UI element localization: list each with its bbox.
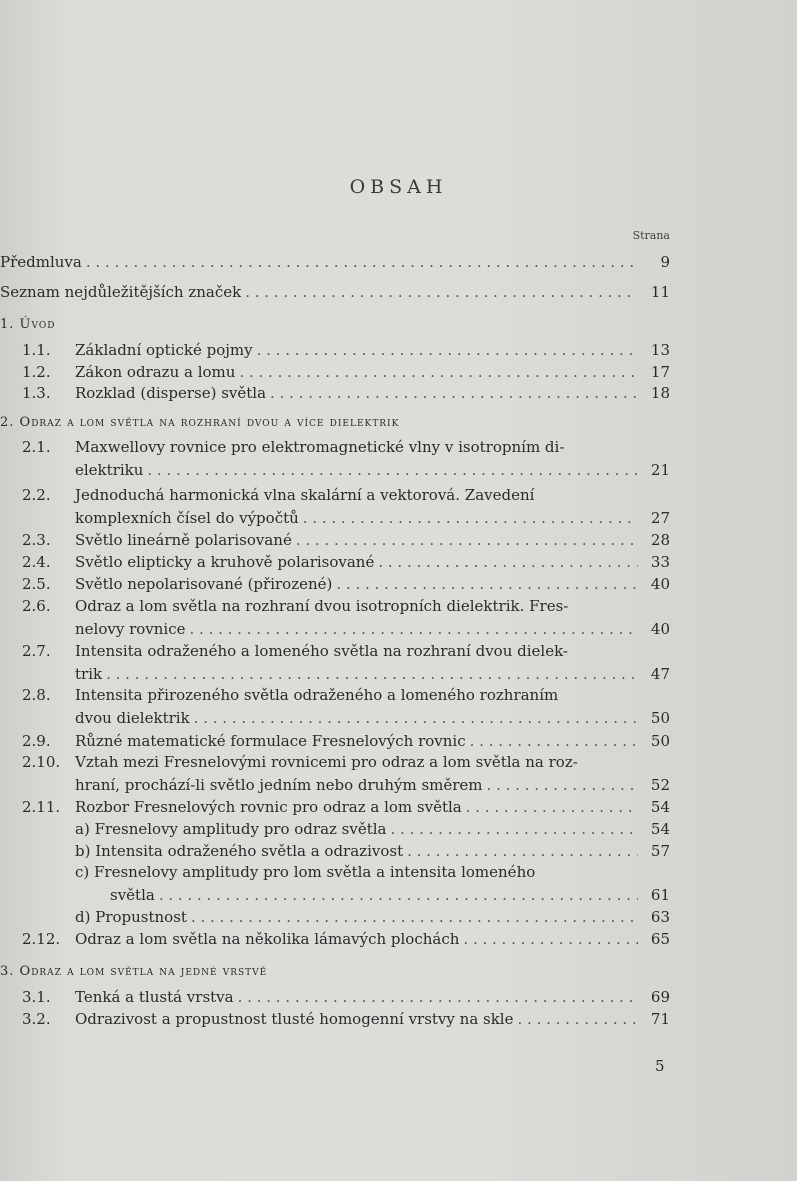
toc-entry-number: 2.1.	[22, 438, 51, 456]
toc-entry-number: 2.12.	[22, 930, 61, 948]
toc-entry-text: Rozklad (disperse) světla	[75, 384, 267, 402]
toc-entry-number: 2.7.	[22, 642, 51, 660]
toc-entry-text: Světlo elipticky a kruhově polarisované	[75, 553, 375, 571]
toc-entry	[0, 530, 670, 550]
toc-entry-text: Odraz a lom světla na několika lámavých plochách	[75, 930, 460, 948]
toc-entry-text: nelovy rovnice	[75, 620, 186, 638]
toc-entry-text: komplexních čísel do výpočtů	[75, 509, 299, 527]
toc-entry-line: Intensita přirozeného světla odraženého a lomeného rozhraním	[75, 686, 559, 704]
toc-entry	[0, 987, 670, 1007]
toc-entry-number: 2.8.	[22, 686, 51, 704]
toc-page-number: 50	[650, 709, 670, 727]
toc-page-number: 57	[650, 842, 670, 860]
toc-entry	[0, 552, 670, 572]
toc-entry	[0, 731, 670, 751]
toc-page-number: 69	[650, 988, 670, 1006]
toc-entry-number: 1.2.	[22, 363, 51, 381]
toc-entry-text: d) Propustnost	[75, 908, 187, 926]
toc-entry	[0, 708, 670, 728]
toc-entry	[0, 619, 670, 639]
toc-entry-text: Seznam nejdůležitějších značek	[0, 283, 242, 301]
toc-page-number: 52	[650, 776, 670, 794]
toc-page-number: 54	[650, 798, 670, 816]
toc-page-number: 18	[650, 384, 670, 402]
toc-page-number: 65	[650, 930, 670, 948]
toc-page-number: 13	[650, 341, 670, 359]
toc-page-number: 33	[650, 553, 670, 571]
toc-entry-line: Odraz a lom světla na rozhraní dvou isotropních dielektrik. Fres-	[75, 597, 569, 615]
toc-entry	[0, 574, 670, 594]
toc-entry-line: Jednoduchá harmonická vlna skalární a vektorová. Zavedení	[75, 486, 535, 504]
toc-entry	[0, 819, 670, 839]
toc-entry-number: 2.3.	[22, 531, 51, 549]
toc-entry	[0, 929, 670, 949]
page-title: OBSAH	[349, 176, 448, 198]
toc-page-number: 63	[650, 908, 670, 926]
toc-page-number: 21	[650, 461, 670, 479]
toc-entry-text: b) Intensita odraženého světla a odrazivost	[75, 842, 404, 860]
toc-entry	[0, 282, 670, 302]
toc-entry-number: 2.9.	[22, 732, 51, 750]
section-heading: 3. Odraz a lom světla na jedné vrstvě	[0, 964, 268, 979]
toc-entry-text: elektriku	[75, 461, 144, 479]
toc-page-number: 71	[650, 1010, 670, 1028]
toc-entry-number: 1.1.	[22, 341, 51, 359]
toc-entry-number: 2.5.	[22, 575, 51, 593]
toc-entry-number: 2.4.	[22, 553, 51, 571]
toc-entry-line: Maxwellovy rovnice pro elektromagnetické vlny v isotropním di-	[75, 438, 565, 456]
toc-entry-text: hraní, prochází-li světlo jedním nebo druhým směrem	[75, 776, 483, 794]
toc-page-number: 9	[660, 253, 670, 271]
toc-page-number: 61	[650, 886, 670, 904]
toc-entry-number: 2.11.	[22, 798, 61, 816]
toc-entry	[0, 885, 670, 905]
toc-entry	[0, 383, 670, 403]
toc-entry-number: 3.2.	[22, 1010, 51, 1028]
toc-page-number: 47	[650, 665, 670, 683]
toc-entry-text: dvou dielektrik	[75, 709, 190, 727]
toc-entry	[0, 797, 670, 817]
toc-page-number: 11	[650, 283, 670, 301]
toc-page-number: 40	[650, 575, 670, 593]
toc-entry-number: 2.6.	[22, 597, 51, 615]
toc-entry	[0, 340, 670, 360]
toc-entry	[0, 775, 670, 795]
strana-label: Strana	[632, 229, 670, 242]
toc-page-number: 54	[650, 820, 670, 838]
toc-entry-number: 3.1.	[22, 988, 51, 1006]
toc-entry	[0, 252, 670, 272]
page-folio: 5	[655, 1057, 665, 1075]
toc-entry-number: 2.10.	[22, 753, 61, 771]
toc-entry-text: světla	[110, 886, 155, 904]
toc-entry	[0, 907, 670, 927]
toc-entry-line: Intensita odraženého a lomeného světla na rozhraní dvou dielek-	[75, 642, 568, 660]
toc-entry	[0, 362, 670, 382]
toc-entry-text: Odrazivost a propustnost tlusté homogenní vrstvy na skle	[75, 1010, 514, 1028]
toc-page-number: 50	[650, 732, 670, 750]
toc-entry	[0, 508, 670, 528]
section-heading: 1. Úvod	[0, 317, 56, 332]
toc-entry-text: Světlo lineárně polarisované	[75, 531, 292, 549]
toc-page-number: 40	[650, 620, 670, 638]
toc-entry-text: Různé matematické formulace Fresnelových rovnic	[75, 732, 466, 750]
toc-page-number: 28	[650, 531, 670, 549]
toc-entry-text: Tenká a tlustá vrstva	[75, 988, 234, 1006]
toc-entry-line: c) Fresnelovy amplitudy pro lom světla a intensita lomeného	[75, 863, 536, 881]
toc-entry-text: Základní optické pojmy	[75, 341, 253, 359]
toc-entry	[0, 841, 670, 861]
toc-entry-number: 1.3.	[22, 384, 51, 402]
toc-page-number: 27	[650, 509, 670, 527]
toc-entry-line: Vztah mezi Fresnelovými rovnicemi pro odraz a lom světla na roz-	[75, 753, 578, 771]
toc-entry-number: 2.2.	[22, 486, 51, 504]
toc-entry-text: Zákon odrazu a lomu	[75, 363, 236, 381]
toc-entry-text: Předmluva	[0, 253, 82, 271]
toc-entry	[0, 1009, 670, 1029]
toc-page-number: 17	[650, 363, 670, 381]
section-heading: 2. Odraz a lom světla na rozhraní dvou a více dielektrik	[0, 415, 400, 430]
toc-entry-text: Rozbor Fresnelových rovnic pro odraz a lom světla	[75, 798, 462, 816]
toc-entry-text: trik	[75, 665, 103, 683]
toc-entry	[0, 664, 670, 684]
toc-entry	[0, 460, 670, 480]
toc-entry-text: Světlo nepolarisované (přirozené)	[75, 575, 333, 593]
toc-entry-text: a) Fresnelovy amplitudy pro odraz světla	[75, 820, 387, 838]
